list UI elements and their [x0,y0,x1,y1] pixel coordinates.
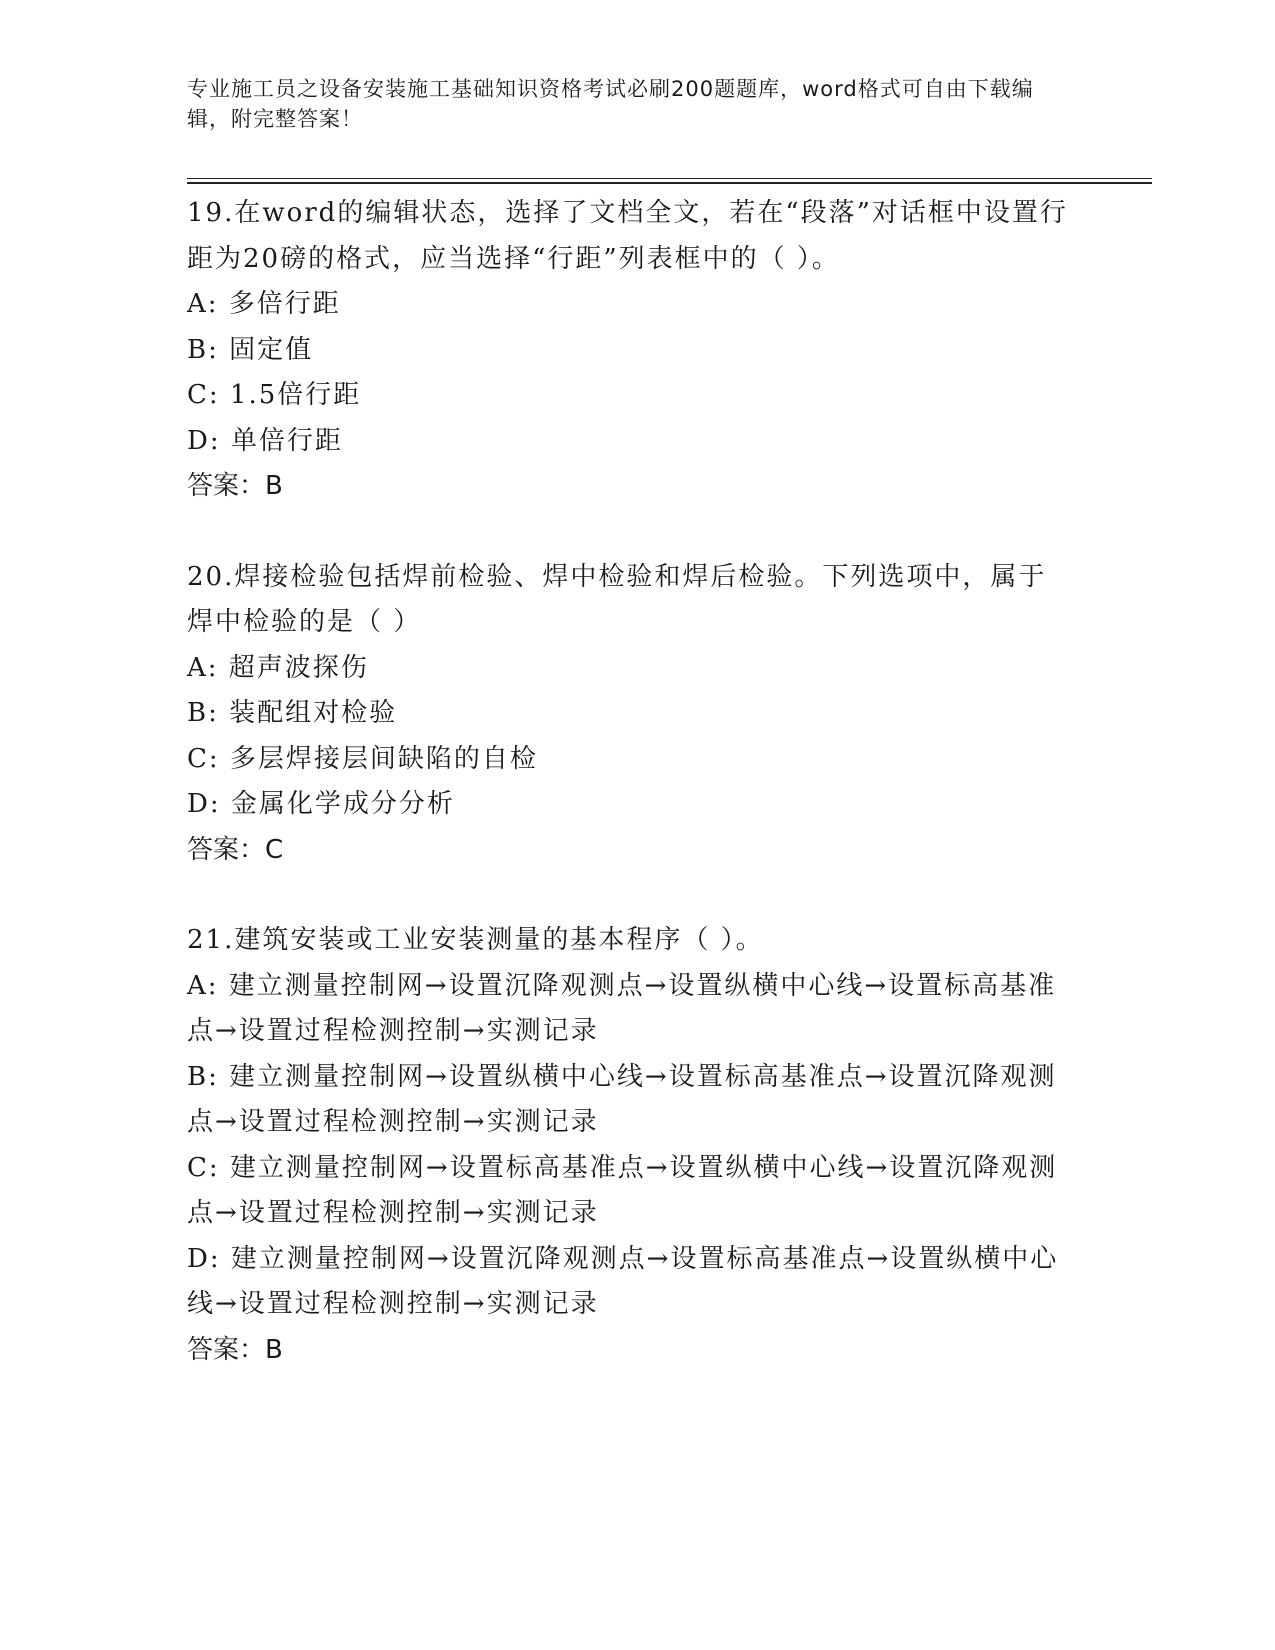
option-a: A: 多倍行距 [187,289,341,319]
question-19 [187,191,1072,510]
option-d: D: 建立测量控制网→设置沉降观测点→设置标高基准点→设置纵横中心线→设置过程检测控制→实测记录 [187,1243,1059,1319]
option-b: B: 装配组对检验 [187,698,398,728]
header-divider-thin [187,178,1152,179]
option-c: C: 1.5倍行距 [187,380,362,410]
question-stem: 19.在word的编辑状态，选择了文档全文，若在“段落”对话框中设置行距为20磅的格式，应当选择“行距”列表框中的（ ）。 [187,198,1068,274]
answer-line: 答案：C [187,834,284,865]
question-spacer [187,873,1072,918]
option-a: A: 建立测量控制网→设置沉降观测点→设置纵横中心线→设置标高基准点→设置过程检测控制→实测记录 [187,970,1057,1046]
answer-line: 答案：B [187,471,283,501]
option-b: B: 固定值 [187,334,314,365]
answer-line: 答案：B [187,1334,283,1365]
option-a: A: 超声波探伤 [187,652,369,683]
header-divider-thick [187,182,1152,184]
question-list [187,191,1072,1373]
option-c: C: 多层焊接层间缺陷的自检 [187,743,538,774]
question-spacer [187,510,1072,555]
option-d: D: 单倍行距 [187,425,343,456]
option-c: C: 建立测量控制网→设置标高基准点→设置纵横中心线→设置沉降观测点→设置过程检测控制→实测记录 [187,1152,1058,1228]
question-stem: 20.焊接检验包括焊前检验、焊中检验和焊后检验。下列选项中，属于焊中检验的是（ ） [187,561,1047,637]
question-stem: 21.建筑安装或工业安装测量的基本程序（ ）。 [187,925,764,955]
question-20 [187,555,1072,874]
option-b: B: 建立测量控制网→设置纵横中心线→设置标高基准点→设置沉降观测点→设置过程检测控制→实测记录 [187,1061,1057,1137]
page-header-text: 专业施工员之设备安装施工基础知识资格考试必刷200题题库，word格式可自由下载编辑，附完整答案！ [187,77,1034,131]
option-d: D: 金属化学成分分析 [187,789,455,819]
question-21 [187,918,1072,1373]
